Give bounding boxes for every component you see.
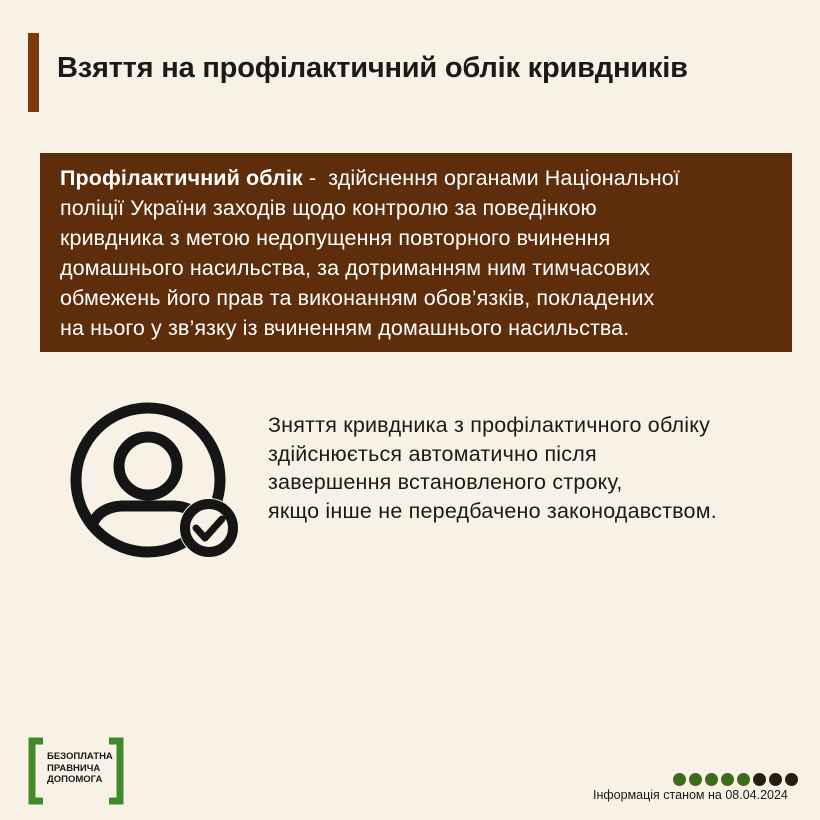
- logo-line: ПРАВНИЧА: [47, 762, 101, 774]
- progress-dot-pending: [769, 773, 782, 786]
- definition-line: [60, 163, 772, 193]
- removal-note: [268, 411, 717, 525]
- definition-line: кривдника з метою недопущення повторного вчинення: [60, 226, 611, 250]
- note-line: якщо інше не передбачено законодавством.: [268, 498, 717, 523]
- progress-dot-pending: [753, 773, 766, 786]
- note-line: Зняття кривдника з профілактичного обліку: [268, 413, 711, 437]
- info-date: Інформація станом на 08.04.2024: [593, 788, 788, 802]
- progress-dot-complete: [673, 773, 686, 786]
- definition-term: Профілактичний облік: [60, 166, 303, 190]
- title-accent-bar: [28, 33, 39, 112]
- note-line: здійснюється автоматично після: [268, 441, 597, 466]
- definition-line-1: здійснення органами Національної: [328, 166, 680, 190]
- logo-line: БЕЗОПЛАТНА: [47, 751, 113, 762]
- progress-dot-complete: [721, 773, 734, 786]
- page-title: Взяття на профілактичний облік кривдників: [57, 52, 688, 84]
- note-line: завершення встановленого строку,: [268, 470, 623, 494]
- user-check-icon: [70, 400, 245, 560]
- definition-line: домашнього насильства, за дотриманням ним тимчасових: [60, 256, 651, 280]
- definition-separator: -: [302, 166, 329, 190]
- progress-dot-complete: [705, 773, 718, 786]
- progress-dots: [673, 773, 798, 786]
- definition-line: на нього у зв’язку із вчиненням домашнього насильства.: [60, 316, 630, 340]
- definition-line: поліції України заходів щодо контролю за поведінкою: [60, 196, 597, 220]
- progress-dot-complete: [689, 773, 702, 786]
- logo-text: [47, 751, 113, 786]
- definition-box: [40, 153, 792, 352]
- logo-line: ДОПОМОГА: [47, 774, 103, 785]
- progress-dot-complete: [737, 773, 750, 786]
- definition-line: обмежень його прав та виконанням обов’язків, покладених: [60, 286, 655, 310]
- progress-dot-pending: [785, 773, 798, 786]
